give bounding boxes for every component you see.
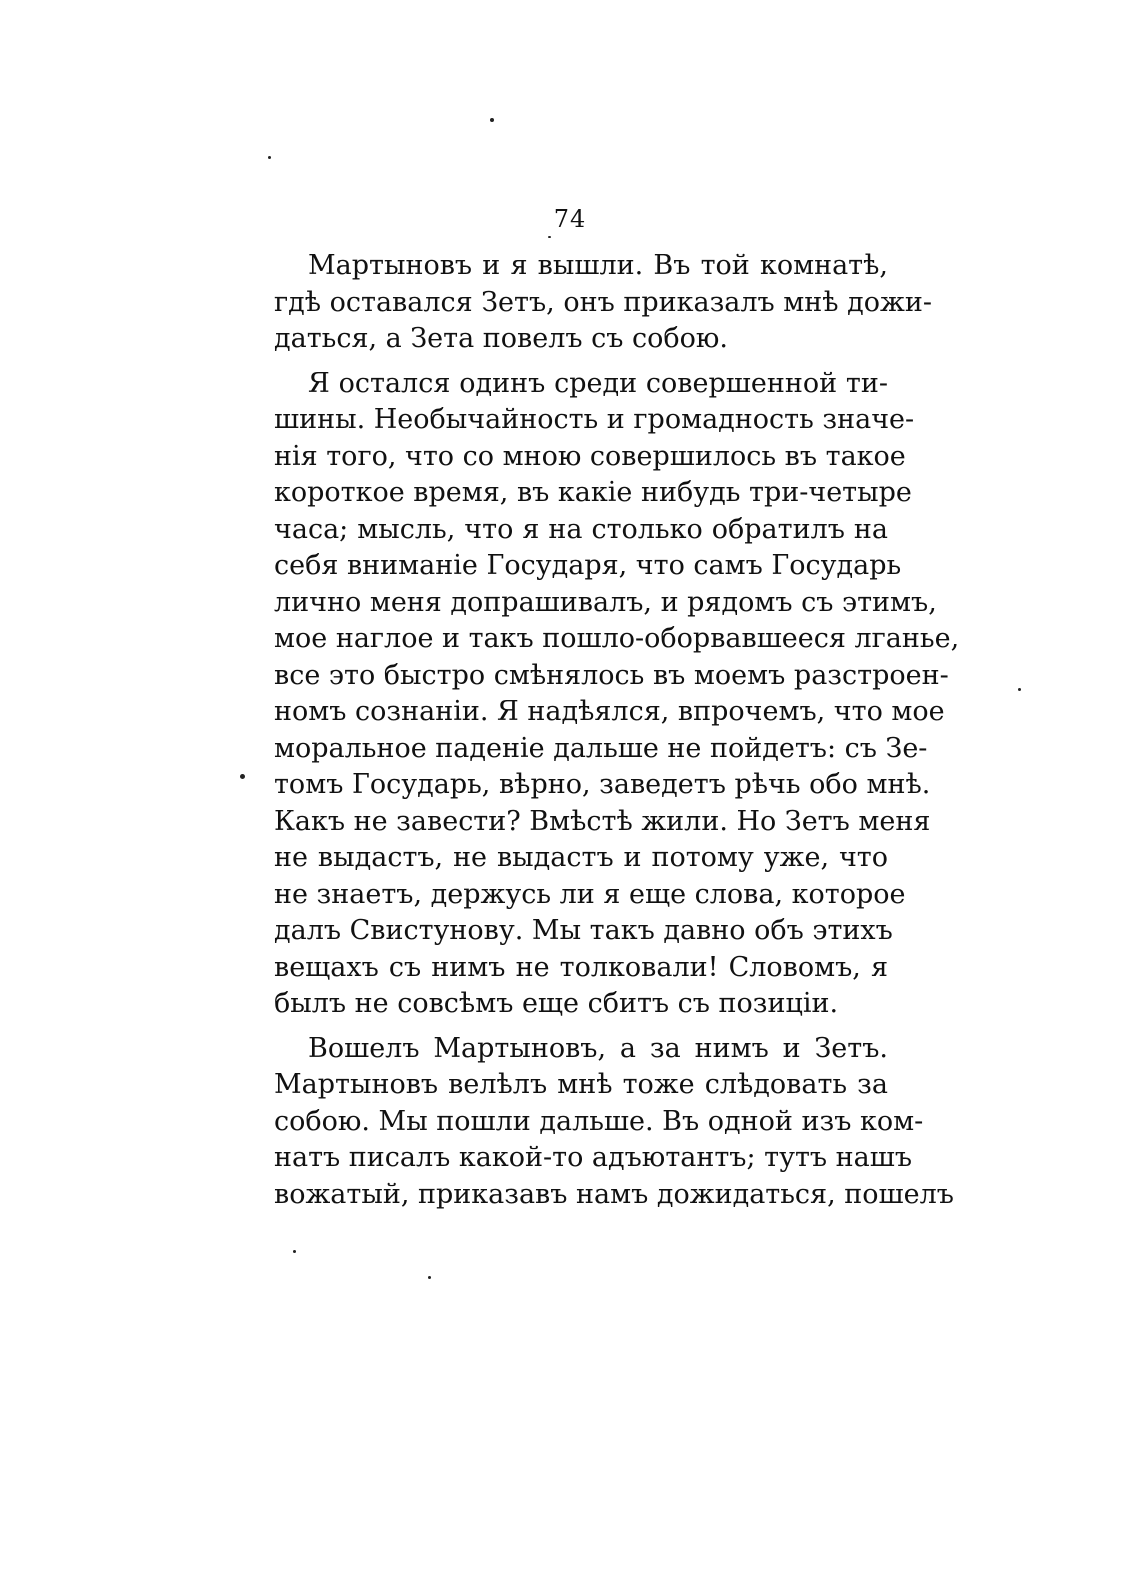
text-line: даться, а Зета повелъ съ собою. bbox=[274, 323, 728, 354]
text-line: лично меня допрашивалъ, и рядомъ съ этимъ, bbox=[274, 586, 937, 618]
text-line: не выдастъ, не выдастъ и потому уже, что bbox=[274, 842, 888, 873]
text-line: нія того, что со мною совершилось въ такое bbox=[274, 440, 906, 472]
body-text bbox=[274, 248, 960, 1213]
scan-speck bbox=[240, 774, 245, 779]
scan-speck bbox=[293, 1250, 296, 1253]
text-line: себя вниманіе Государя, что самъ Государь bbox=[274, 550, 902, 581]
scan-speck bbox=[268, 156, 271, 159]
text-line: вещахъ съ нимъ не толковали! Словомъ, я bbox=[274, 951, 888, 983]
paragraph bbox=[274, 1031, 954, 1214]
text-line: гдѣ оставался Зетъ, онъ приказалъ мнѣ дожи- bbox=[274, 286, 933, 318]
paragraph bbox=[274, 248, 933, 358]
text-line: короткое время, въ какіе нибудь три-четыре bbox=[274, 477, 912, 508]
text-line: часа; мысль, что я на столько обратилъ на bbox=[274, 513, 888, 545]
paragraph bbox=[274, 366, 960, 1023]
text-line: томъ Государь, вѣрно, заведетъ рѣчь обо мнѣ. bbox=[274, 769, 931, 800]
text-line: натъ писалъ какой-то адъютантъ; тутъ нашъ bbox=[274, 1142, 913, 1173]
text-line: Какъ не завести? Вмѣстѣ жили. Но Зетъ меня bbox=[274, 805, 931, 837]
scan-speck bbox=[490, 118, 494, 122]
text-line: все это быстро смѣнялось въ моемъ разстроен- bbox=[274, 659, 949, 691]
text-line: моральное паденіе дальше не пойдетъ: съ Зе- bbox=[274, 732, 928, 764]
text-line: собою. Мы пошли дальше. Въ одной изъ ком- bbox=[274, 1105, 924, 1137]
text-line: Мартыновъ велѣлъ мнѣ тоже слѣдовать за bbox=[274, 1069, 888, 1100]
text-line: мое наглое и такъ пошло-оборвавшееся лганье, bbox=[274, 623, 960, 654]
text-line: далъ Свистунову. Мы такъ давно объ этихъ bbox=[274, 915, 893, 946]
text-line: Вошелъ Мартыновъ, а за нимъ и Зетъ. bbox=[308, 1032, 888, 1064]
text-line: не знаетъ, держусь ли я еще слова, которое bbox=[274, 878, 906, 910]
text-line: Я остался одинъ среди совершенной ти- bbox=[308, 367, 888, 399]
scan-speck bbox=[548, 236, 551, 238]
scan-speck bbox=[428, 1276, 431, 1279]
text-line: Мартыновъ и я вышли. Въ той комнатѣ, bbox=[308, 250, 888, 281]
text-line: номъ сознаніи. Я надѣялся, впрочемъ, что мое bbox=[274, 696, 945, 727]
text-line: шины. Необычайность и громадность значе- bbox=[274, 404, 915, 435]
scan-speck bbox=[1018, 688, 1021, 691]
page-number: 74 bbox=[553, 205, 587, 233]
text-line: вожатый, приказавъ намъ дожидаться, пошелъ bbox=[274, 1178, 954, 1210]
text-line: былъ не совсѣмъ еще сбитъ съ позиціи. bbox=[274, 988, 839, 1019]
